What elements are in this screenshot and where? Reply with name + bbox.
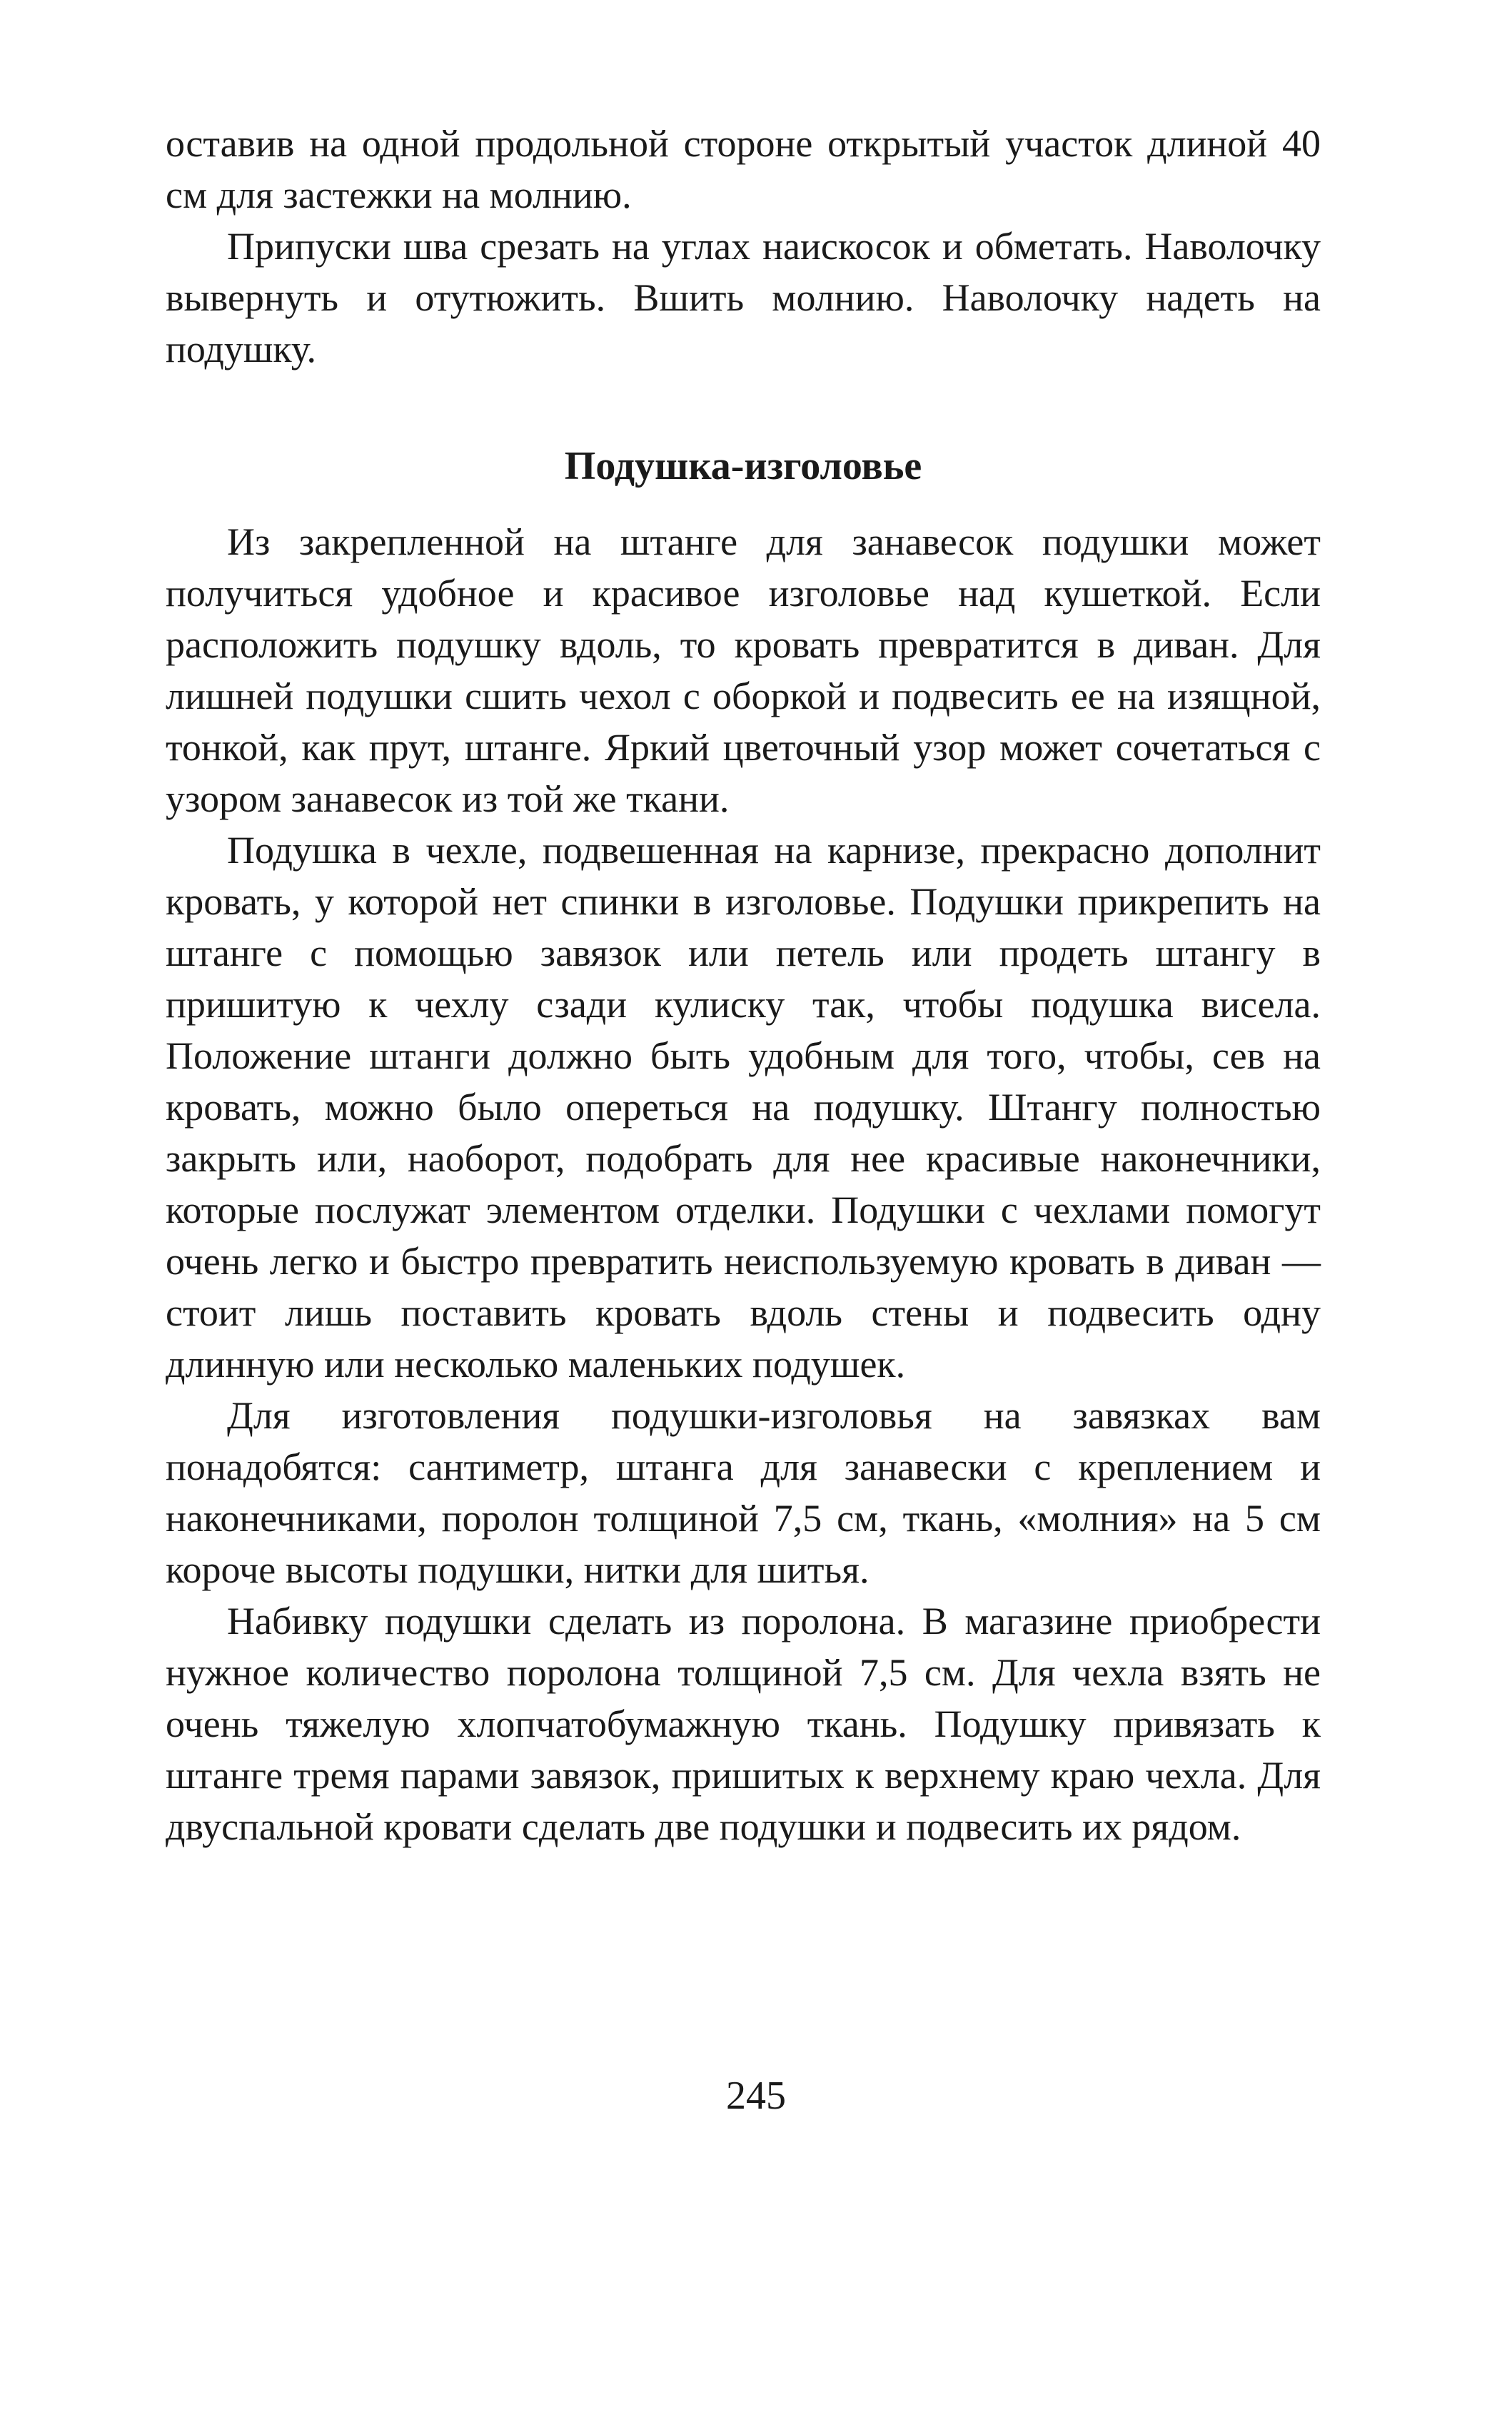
paragraph: Подушка в чехле, подвешенная на карнизе, прекрасно дополнит кровать, у которой нет спинки в изголовье. Подушки прикрепить на штанге с помощью завязок или петель или продеть штангу в пришитую к чехлу сзади кулиску так, чтобы подушка висела. Положение штанги должно быть удобным для того, чтобы, сев на кровать, можно было опереться на подушку. Штангу полностью закрыть или, наоборот, подобрать для нее красивые наконечники, которые послужат элементом отделки. Подушки с чехлами помогут очень легко и быстро превратить неиспользуемую кровать в диван — стоит лишь поставить кровать вдоль стены и подвесить одну длинную или несколько маленьких подушек. bbox=[166, 829, 1321, 1386]
page-number: 245 bbox=[726, 2074, 786, 2118]
paragraph: Для изготовления подушки-изголовья на завязках вам понадобятся: сантиметр, штанга для занавески с креплением и наконечниками, поролон толщиной 7,5 см, ткань, «молния» на 5 см короче высоты подушки, нитки для шитья. bbox=[166, 1394, 1321, 1591]
paragraph-continued: оставив на одной продольной стороне открытый участок длиной 40 см для застежки на молнию. bbox=[166, 122, 1321, 216]
paragraph: Набивку подушки сделать из поролона. В магазине приобрести нужное количество поролона толщиной 7,5 см. Для чехла взять не очень тяжелую хлопчатобумажную ткань. Подушку привязать к штанге тремя парами завязок, пришитых к верхнему краю чехла. Для двуспальной кровати сделать две подушки и подвесить их рядом. bbox=[166, 1600, 1321, 1848]
paragraph: Припуски шва срезать на углах наискосок и обметать. Наволочку вывернуть и отутюжить. Вшить молнию. Наволочку надеть на подушку. bbox=[166, 225, 1321, 370]
section-heading: Подушка-изголовье bbox=[564, 444, 922, 488]
page-text-block bbox=[166, 118, 1321, 1852]
paragraph: Из закрепленной на штанге для занавесок подушки может получиться удобное и красивое изголовье над кушеткой. Если расположить подушку вдоль, то кровать превратится в диван. Для лишней подушки сшить чехол с оборкой и подвесить ее на изящной, тонкой, как прут, штанге. Яркий цветочный узор может сочетаться с узором занавесок из той же ткани. bbox=[166, 520, 1321, 820]
